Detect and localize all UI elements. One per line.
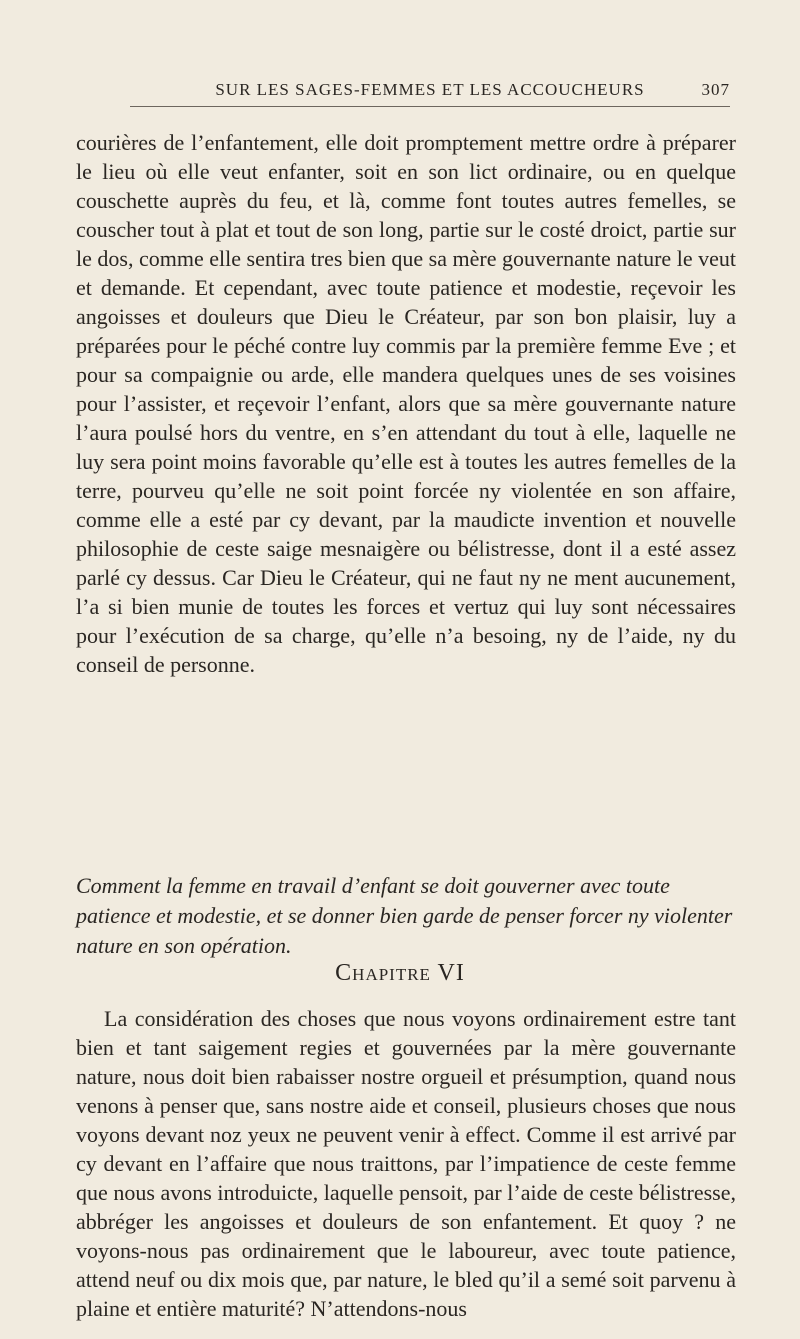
paragraph-chapter-start: La considération des choses que nous voyons ordinairement estre tant bien et tant saigement regies et gouvernées par la mère gouvernante nature, nous doit bien rabaisser nostre orgueil et présumption, quand nous venons à penser que, sans nostre aide et conseil, plusieurs choses que nous voyons devant noz yeux ne peuvent venir à effect. Comme il est arrivé par cy devant en l’affaire que nous traittons, par l’impatience de ceste femme que nous avons introduicte, laquelle pensoit, par l’aide de ceste bélistresse, abbréger les angoisses et douleurs de son enfantement. Et quoy ? ne voyons-nous pas ordinairement que le laboureur, avec toute patience, attend neuf ou dix mois que, par nature, le bled qu’il a semé soit parvenu à plaine et entière maturité? N’attendons-nous	[76, 1006, 736, 1321]
header-rule	[130, 106, 730, 107]
section-title: Comment la femme en travail d’enfant se doit gouverner avec toute patience et modestie, et se donner bien garde de penser forcer ny violenter nature en son opération.	[76, 873, 733, 958]
paragraph-continued: courières de l’enfantement, elle doit promptement mettre ordre à préparer le lieu où elle veut enfanter, soit en son lict ordinaire, ou en quelque couschette auprès du feu, et là, comme font toutes autres femelles, se couscher tout à plat et tout de son long, partie sur le costé droict, partie sur le dos, comme elle sentira tres bien que sa mère gouvernante nature le veut et demande. Et cependant, avec toute patience et modestie, reçevoir les angoisses et douleurs que Dieu le Créateur, par son bon plaisir, luy a préparées pour le péché contre luy commis par la première femme Eve ; et pour sa compaignie ou arde, elle mandera quelques unes de ses voisines pour l’assister, et reçevoir l’enfant, alors que sa mère gouvernante nature l’aura poulsé hors du ventre, en s’en attendant du tout à elle, laquelle ne luy sera point moins favorable qu’elle est à toutes les autres femelles de la terre, pourveu qu’elle ne soit point forcée ny violentée en son affaire, comme elle a esté par cy devant, par la maudicte invention et nouvelle philosophie de ceste saige mesnaigère ou bélistresse, dont il a esté assez parlé cy dessus. Car Dieu le Créateur, qui ne faut ny ne ment aucunement, l’a si bien munie de toutes les forces et vertuz qui luy sont nécessaires pour l’exécution de sa charge, qu’elle n’a besoing, ny de l’aide, ny du conseil de personne.	[76, 130, 736, 677]
running-header	[130, 80, 730, 100]
page-number: 307	[701, 80, 730, 99]
running-title: SUR LES SAGES-FEMMES ET LES ACCOUCHEURS	[215, 80, 645, 99]
chapter-heading: Chapitre VI	[335, 960, 465, 986]
